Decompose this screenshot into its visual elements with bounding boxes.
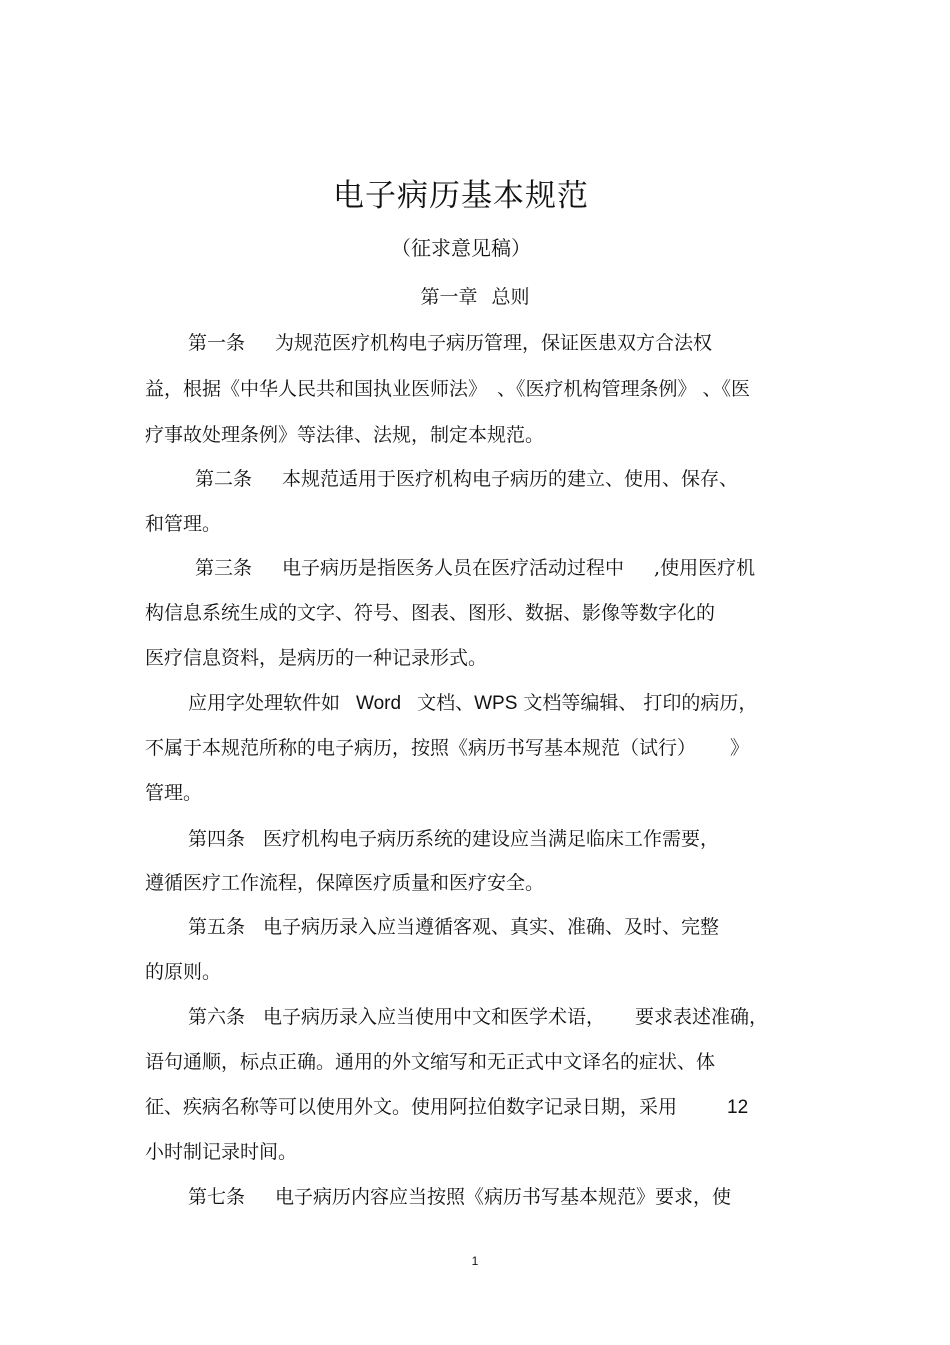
chapter-name: 总则 [491,286,530,308]
text-line [145,598,715,625]
text-line [145,643,487,670]
line-segment: 医疗信息资料，是病历的一种记录形式。 [145,647,488,669]
article-text: 电子病历录入应当使用中文和医学术语， [263,1006,606,1028]
text-line [188,912,719,939]
article-number: 第七条 [188,1186,246,1208]
text-line [188,1002,768,1029]
text-line [188,688,757,715]
line-segment: 益，根据《中华人民共和国执业医师法》 [145,378,488,400]
text-line [145,1047,715,1074]
line-segment: 遵循医疗工作流程，保障医疗质量和医疗安全。 [145,872,545,894]
line-segment: 12 [727,1097,749,1118]
article-number: 第五条 [188,916,246,938]
text-line [195,553,755,580]
article-number: 第二条 [195,468,253,490]
article-number: 第一条 [188,332,246,354]
article-text: 医疗机构电子病历系统的建设应当满足临床工作需要， [263,828,720,850]
line-segment: 疗事故处理条例》等法律、法规，制定本规范。 [145,424,545,446]
article-text: 电子病历内容应当按照《病历书写基本规范》要求，使 [275,1186,732,1208]
line-segment: 、《医疗机构管理条例》 [497,378,697,400]
text-line [145,509,221,536]
text-line [145,957,221,984]
line-segment: 不属于本规范所称的电子病历，按照《病历书写基本规范（试行） [145,737,697,759]
line-segment: 管理。 [145,782,203,804]
line-segment: 的原则。 [145,961,222,983]
document-subtitle: （征求意见稿） [391,236,531,260]
text-line [145,868,544,895]
chapter-heading [0,282,950,309]
line-segment: 文档等编辑、 打印的病历， [523,692,758,714]
text-line [188,824,719,851]
text-line [188,1182,731,1209]
line-segment: 小时制记录时间。 [145,1141,298,1163]
line-segment: Word [356,693,402,714]
article-text: 电子病历录入应当遵循客观、真实、准确、及时、完整 [263,916,720,938]
article-text: 本规范适用于医疗机构电子病历的建立、使用、保存、 [282,468,739,490]
chapter-label: 第一章 [420,286,478,308]
line-segment: 、《医 [702,378,751,400]
article-number: 第六条 [188,1006,246,1028]
line-segment: 语句通顺，标点正确。通用的外文缩写和无正式中文译名的症状、体 [145,1051,716,1073]
line-segment: 要求表述准确， [635,1006,769,1028]
page-number: 1 [471,1254,479,1268]
text-line [188,328,712,355]
line-segment: 构信息系统生成的文字、符号、图表、图形、数据、影像等数字化的 [145,602,716,624]
text-line [145,778,202,805]
text-line [145,733,749,760]
line-segment: 和管理。 [145,513,222,535]
text-line [195,464,738,491]
text-line [145,1092,748,1119]
article-text: 电子病历是指医务人员在医疗活动过程中 [282,557,625,579]
article-text: 为规范医疗机构电子病历管理，保证医患双方合法权 [275,332,713,354]
text-line [145,420,544,447]
document-title: 电子病历基本规范 [333,178,589,214]
text-line [145,1137,297,1164]
line-segment: 应用字处理软件如 [188,692,341,714]
line-segment: WPS [474,693,518,714]
line-segment: 》 [730,737,750,759]
line-segment: 征、疾病名称等可以使用外文。使用阿拉伯数字记录日期，采用 [145,1096,678,1118]
article-number: 第三条 [195,557,253,579]
line-segment: 文档、 [417,692,475,714]
text-line [145,374,750,401]
article-number: 第四条 [188,828,246,850]
line-segment: ,使用医疗机 [654,557,756,579]
